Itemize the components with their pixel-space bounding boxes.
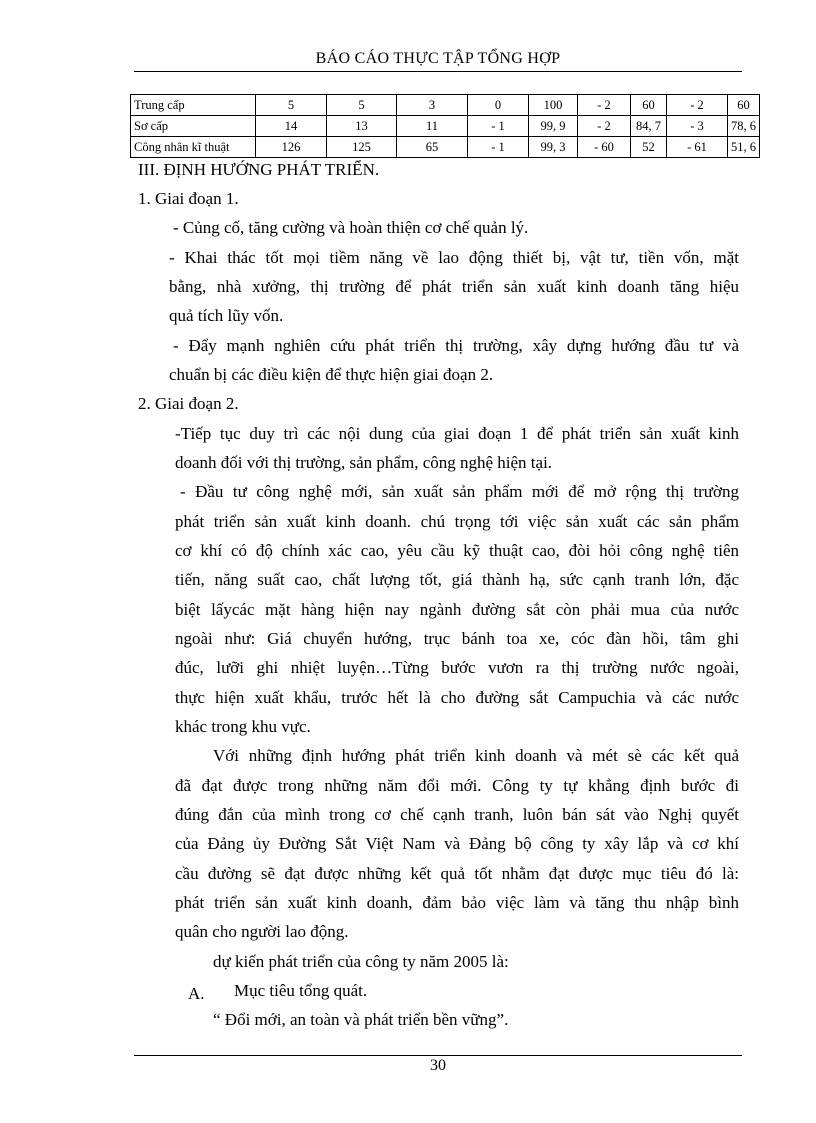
phase2-bullet2-line: - Đầu tư công nghệ mới, sản xuất sản phẩm mới để mở rộng thị trường	[180, 482, 739, 501]
paragraph-line: quân cho người lao động.	[175, 922, 349, 941]
page-header-title: BÁO CÁO THỰC TẬP TỔNG HỢP	[315, 50, 561, 67]
phase2-bullet2-line: ngoài như: Giá chuyển hướng, trục bánh toa xe, cóc đàn hồi, tâm ghi	[175, 629, 739, 648]
phase2-bullet1-line: -Tiếp tục duy trì các nội dung của giai đoạn 1 để phát triển sản xuất kinh	[175, 424, 739, 443]
table-cell: - 3	[667, 116, 728, 137]
table-row	[131, 137, 760, 158]
paragraph-line: phát triển sản xuất kinh doanh, đảm bảo việc làm và tăng thu nhập bình	[175, 893, 739, 912]
table-cell: - 1	[468, 116, 529, 137]
table-cell: 11	[397, 116, 468, 137]
goal-label: Mục tiêu tổng quát.	[234, 981, 368, 1000]
table-cell: - 1	[468, 137, 529, 158]
table-cell: 125	[327, 137, 397, 158]
header-rule	[134, 71, 742, 72]
table-cell: 60	[631, 95, 667, 116]
phase2-bullet2-line: phát triển sản xuất kinh doanh. chú trọng tới việc sản xuất các sản phẩm	[175, 512, 739, 531]
phase2-bullet2-line: cơ khí có độ chính xác cao, yêu cầu kỹ thuật cao, đòi hỏi công nghệ tiên	[175, 541, 739, 560]
table-cell: 60	[728, 95, 760, 116]
phase2-heading: 2. Giai đoạn 2.	[138, 394, 239, 413]
table-row	[131, 116, 760, 137]
table-cell: 5	[327, 95, 397, 116]
staff-table	[130, 94, 760, 158]
phase1-bullet3-line: chuẩn bị các điều kiện để thực hiện giai đoạn 2.	[169, 365, 494, 384]
phase2-bullet2-line: thực hiện xuất khẩu, trước hết là cho đường sắt Campuchia và các nước	[175, 688, 739, 707]
phase2-bullet2-line: biệt lấycác mặt hàng hiện nay ngành đường sắt còn phải mua của nước	[175, 600, 739, 619]
table-cell: Công nhân kĩ thuật	[131, 137, 256, 158]
phase1-bullet1: - Củng cố, tăng cường và hoàn thiện cơ chế quản lý.	[173, 218, 529, 237]
phase2-bullet2-line: đúc, lưỡi ghi nhiệt luyện…Từng bước vươn ra thị trường nước ngoài,	[175, 658, 739, 677]
paragraph-line: đã đạt được trong những năm đổi mới. Công ty tự khẳng định bước đi	[175, 776, 739, 795]
phase2-bullet1-line: doanh đối với thị trường, sản phẩm, công nghệ hiện tại.	[175, 453, 553, 472]
table-cell: 52	[631, 137, 667, 158]
table-cell: - 60	[578, 137, 631, 158]
section-heading: III. ĐỊNH HƯỚNG PHÁT TRIỂN.	[138, 160, 380, 179]
table-cell: 0	[468, 95, 529, 116]
paragraph-line: cầu đường sẽ đạt được những kết quả tốt nhằm đạt được mục tiêu đó là:	[175, 864, 739, 883]
paragraph-line: đúng đắn của mình trong cơ chế cạnh tranh, luôn bán sát vào Nghị quyết	[175, 805, 739, 824]
phase1-bullet2-line: quả tích lũy vốn.	[169, 306, 284, 325]
table-cell: 84, 7	[631, 116, 667, 137]
table-cell: Sơ cấp	[131, 116, 256, 137]
footer-rule	[134, 1055, 742, 1056]
phase1-bullet2-line: bằng, nhà xưởng, thị trường để phát triển sản xuất kinh doanh tăng hiệu	[169, 277, 739, 296]
paragraph-line: của Đảng ủy Đường Sắt Việt Nam và Đảng bộ công ty xây lắp và cơ khí	[175, 834, 739, 853]
table-cell: 99, 9	[529, 116, 578, 137]
table-cell: - 2	[578, 95, 631, 116]
phase2-bullet2-line: khác trong khu vực.	[175, 717, 311, 736]
table-cell: - 2	[578, 116, 631, 137]
page-number: 30	[430, 1057, 446, 1074]
table-cell: 13	[327, 116, 397, 137]
phase1-heading: 1. Giai đoạn 1.	[138, 189, 239, 208]
phase1-bullet3-line: - Đẩy mạnh nghiên cứu phát triển thị trường, xây dựng hướng đầu tư và	[173, 336, 739, 355]
table-cell: - 61	[667, 137, 728, 158]
table-cell: 3	[397, 95, 468, 116]
forecast-line: dự kiến phát triển của công ty năm 2005 là:	[213, 952, 509, 971]
table-row	[131, 95, 760, 116]
table-cell: 99, 3	[529, 137, 578, 158]
table-cell: 65	[397, 137, 468, 158]
phase2-bullet2-line: tiến, năng suất cao, chất lượng tốt, giá thành hạ, sức cạnh tranh lớn, đặc	[175, 570, 739, 589]
table-cell: 5	[256, 95, 327, 116]
table-cell: Trung cấp	[131, 95, 256, 116]
goal-letter: A.	[188, 984, 205, 1003]
phase1-bullet2-line: - Khai thác tốt mọi tiềm năng về lao động thiết bị, vật tư, tiền vốn, mặt	[169, 248, 739, 267]
table-cell: 14	[256, 116, 327, 137]
slogan: “ Đổi mới, an toàn và phát triển bền vững”.	[213, 1010, 509, 1029]
table-cell: - 2	[667, 95, 728, 116]
paragraph-line: Với những định hướng phát triển kinh doanh và mét sè các kết quả	[213, 746, 739, 765]
table-cell: 78, 6	[728, 116, 760, 137]
table-cell: 100	[529, 95, 578, 116]
table-cell: 51, 6	[728, 137, 760, 158]
table-cell: 126	[256, 137, 327, 158]
